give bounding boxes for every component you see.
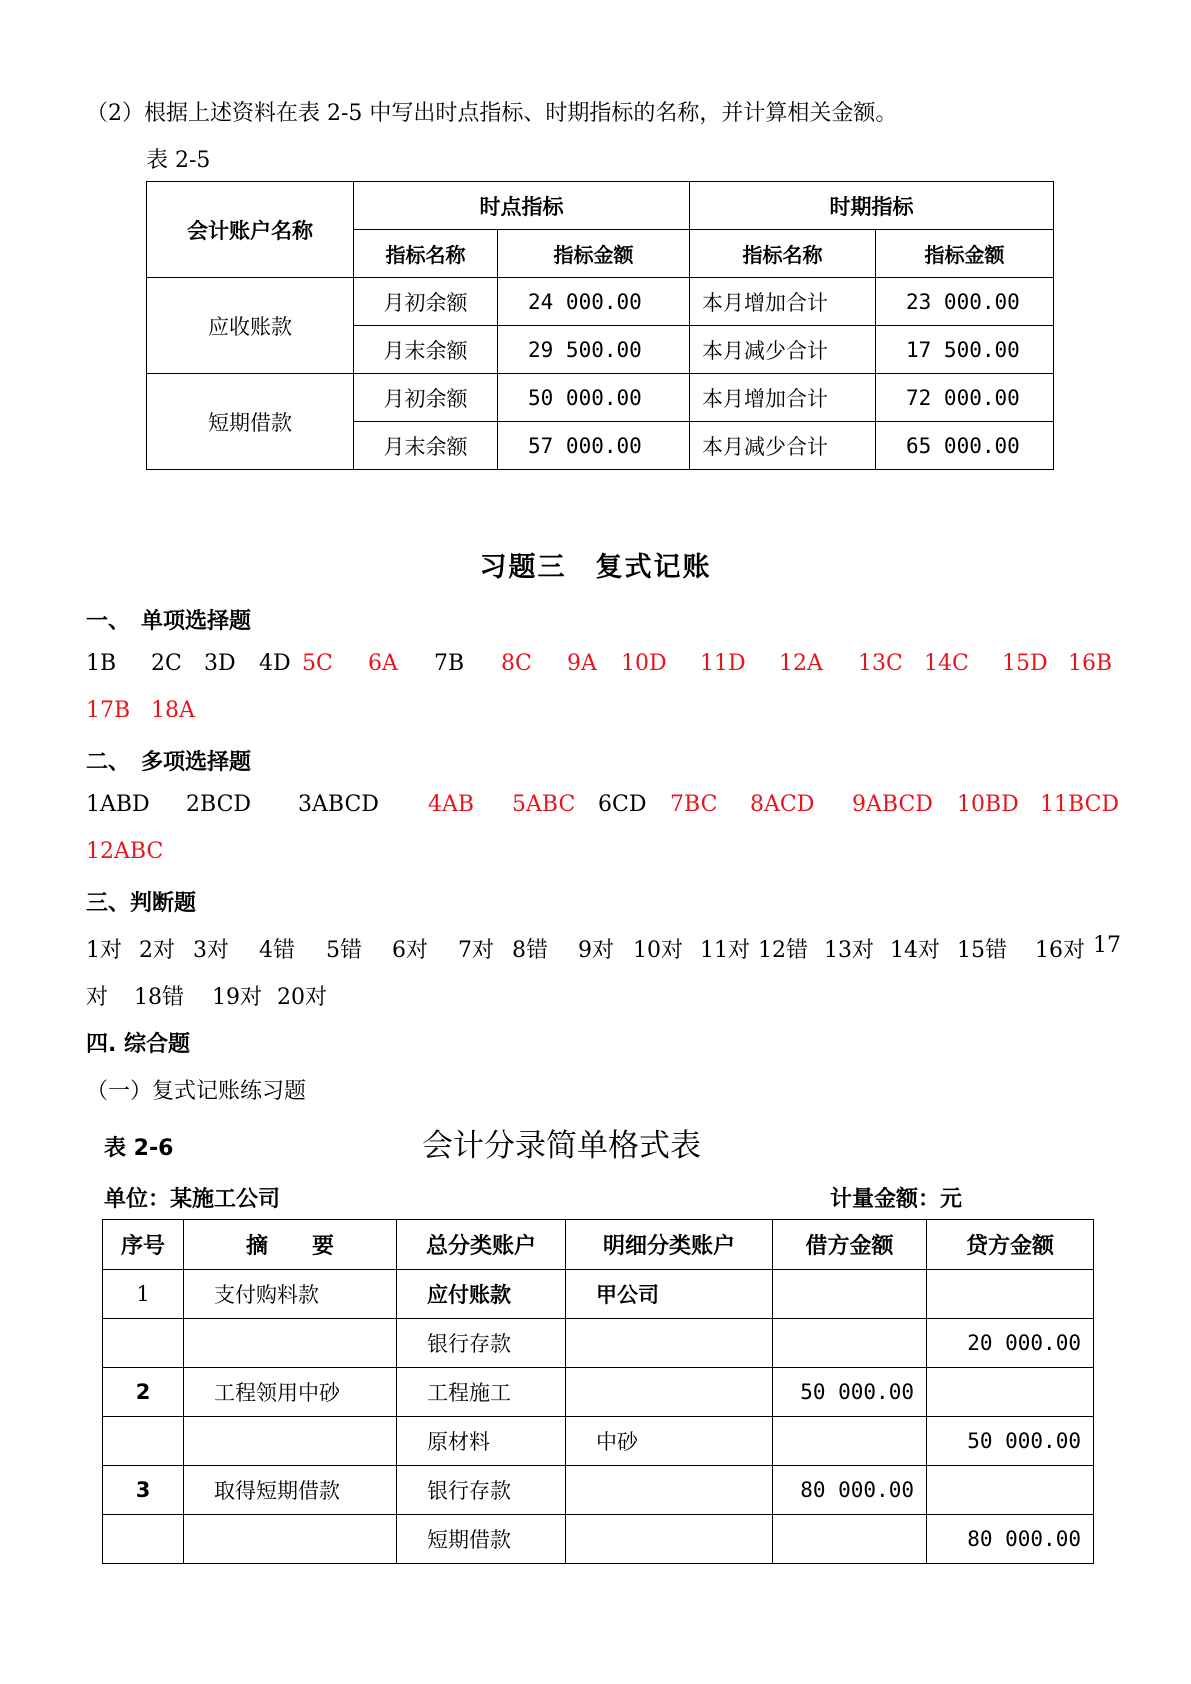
answer-item: 11D	[700, 651, 746, 676]
header-general-account: 总分类账户	[397, 1220, 566, 1270]
summary-cell: 支付购料款	[184, 1270, 397, 1319]
answer-item: 16B	[1068, 651, 1113, 676]
general-account-cell: 短期借款	[397, 1515, 566, 1564]
general-account-cell: 工程施工	[397, 1368, 566, 1417]
debit-cell	[773, 1515, 927, 1564]
debit-cell	[773, 1417, 927, 1466]
table-caption: 表 2-5	[146, 148, 211, 173]
credit-cell	[927, 1466, 1094, 1515]
answer-item: 4AB	[428, 792, 475, 817]
detail-account-cell	[566, 1515, 773, 1564]
table-row	[103, 1368, 1094, 1417]
answer-item: 11对	[700, 938, 750, 963]
header-point-indicator: 时点指标	[354, 182, 690, 230]
row-no-cell	[103, 1319, 184, 1368]
account-cell: 应收账款	[147, 278, 354, 374]
answer-item: 12错	[758, 938, 808, 963]
period-name-cell: 本月减少合计	[690, 326, 876, 374]
header-account-name: 会计账户名称	[147, 182, 354, 278]
answer-item: 2对	[139, 938, 175, 963]
general-account-cell: 银行存款	[397, 1319, 566, 1368]
point-amount-cell: 57 000.00	[498, 422, 690, 470]
answer-item: 5ABC	[512, 792, 576, 817]
table-row	[103, 1270, 1094, 1319]
summary-cell	[184, 1319, 397, 1368]
table-row	[147, 278, 1054, 326]
answer-item: 3对	[193, 938, 229, 963]
exercise-title: 习题三 复式记账	[479, 552, 712, 583]
answer-item: 对	[86, 985, 109, 1010]
point-name-cell: 月初余额	[354, 374, 498, 422]
answer-item: 18错	[134, 985, 184, 1010]
answer-item: 20对	[277, 985, 327, 1010]
answer-item: 10对	[633, 938, 683, 963]
answer-item: 17B	[86, 698, 131, 723]
summary-cell	[184, 1515, 397, 1564]
row-no-cell	[103, 1515, 184, 1564]
header-credit: 贷方金额	[927, 1220, 1094, 1270]
answer-item: 8C	[501, 651, 532, 676]
answer-item: 10BD	[957, 792, 1019, 817]
answer-item: 1对	[86, 938, 122, 963]
table-2-6	[102, 1219, 1094, 1564]
answer-item: 11BCD	[1040, 792, 1120, 817]
point-amount-cell: 24 000.00	[498, 278, 690, 326]
answer-item: 1B	[86, 651, 117, 676]
table-2-5	[146, 181, 1054, 470]
detail-account-cell	[566, 1319, 773, 1368]
answer-item: 2BCD	[186, 792, 252, 817]
period-name-cell: 本月增加合计	[690, 278, 876, 326]
answer-item: 1ABD	[86, 792, 150, 817]
account-cell: 短期借款	[147, 374, 354, 470]
unit-label: 单位：某施工公司	[104, 1187, 281, 1212]
row-no-cell	[103, 1417, 184, 1466]
section-4-title: 四. 综合题	[86, 1032, 191, 1057]
table-row	[103, 1319, 1094, 1368]
table-row	[103, 1417, 1094, 1466]
answer-item: 7BC	[670, 792, 718, 817]
answer-item: 3ABCD	[298, 792, 379, 817]
point-name-cell: 月末余额	[354, 422, 498, 470]
table-2-6-title: 会计分录简单格式表	[422, 1128, 701, 1164]
detail-account-cell	[566, 1368, 773, 1417]
row-no-cell: 2	[103, 1368, 184, 1417]
period-amount-cell: 65 000.00	[876, 422, 1054, 470]
subheader-point-amount: 指标金额	[498, 230, 690, 278]
section-3-title: 三、判断题	[86, 891, 197, 916]
subheader-point-name: 指标名称	[354, 230, 498, 278]
answer-item: 15错	[957, 938, 1007, 963]
answer-item: 7对	[458, 938, 494, 963]
answer-item: 6对	[392, 938, 428, 963]
period-amount-cell: 23 000.00	[876, 278, 1054, 326]
point-name-cell: 月初余额	[354, 278, 498, 326]
answer-item: 14对	[890, 938, 940, 963]
answer-item: 7B	[434, 651, 465, 676]
answer-item: 13对	[824, 938, 874, 963]
credit-cell: 50 000.00	[927, 1417, 1094, 1466]
row-no-cell: 3	[103, 1466, 184, 1515]
answer-item: 10D	[621, 651, 667, 676]
point-amount-cell: 50 000.00	[498, 374, 690, 422]
answer-item: 5错	[326, 938, 362, 963]
answer-item: 6CD	[598, 792, 647, 817]
section-1-title: 一、 单项选择题	[86, 609, 252, 634]
credit-cell: 20 000.00	[927, 1319, 1094, 1368]
answer-item: 15D	[1002, 651, 1048, 676]
general-account-cell: 应付账款	[397, 1270, 566, 1319]
general-account-cell: 原材料	[397, 1417, 566, 1466]
section-4-subtitle: （一）复式记账练习题	[86, 1079, 307, 1104]
answer-item: 8ACD	[750, 792, 815, 817]
measure-label: 计量金额：元	[830, 1187, 963, 1212]
detail-account-cell: 甲公司	[566, 1270, 773, 1319]
answer-item: 14C	[924, 651, 969, 676]
period-name-cell: 本月增加合计	[690, 374, 876, 422]
answer-item: 12A	[779, 651, 823, 676]
answer-item: 17	[1093, 933, 1121, 958]
subheader-period-name: 指标名称	[690, 230, 876, 278]
credit-cell	[927, 1270, 1094, 1319]
answer-item: 4D	[259, 651, 291, 676]
answer-item: 8错	[512, 938, 548, 963]
credit-cell	[927, 1368, 1094, 1417]
period-name-cell: 本月减少合计	[690, 422, 876, 470]
debit-cell	[773, 1319, 927, 1368]
answer-item: 12ABC	[86, 839, 164, 864]
answer-item: 19对	[212, 985, 262, 1010]
answer-item: 18A	[151, 698, 195, 723]
intro-text: （2）根据上述资料在表 2-5 中写出时点指标、时期指标的名称，并计算相关金额。	[86, 101, 898, 126]
answer-item: 4错	[259, 938, 295, 963]
header-detail-account: 明细分类账户	[566, 1220, 773, 1270]
answer-item: 3D	[204, 651, 236, 676]
answer-item: 9A	[567, 651, 597, 676]
debit-cell: 80 000.00	[773, 1466, 927, 1515]
row-no-cell: 1	[103, 1270, 184, 1319]
header-debit: 借方金额	[773, 1220, 927, 1270]
detail-account-cell	[566, 1466, 773, 1515]
debit-cell: 50 000.00	[773, 1368, 927, 1417]
debit-cell	[773, 1270, 927, 1319]
point-amount-cell: 29 500.00	[498, 326, 690, 374]
header-no: 序号	[103, 1220, 184, 1270]
table-2-6-label: 表 2-6	[104, 1136, 174, 1161]
table-row	[103, 1466, 1094, 1515]
general-account-cell: 银行存款	[397, 1466, 566, 1515]
point-name-cell: 月末余额	[354, 326, 498, 374]
credit-cell: 80 000.00	[927, 1515, 1094, 1564]
answer-item: 5C	[302, 651, 333, 676]
summary-cell	[184, 1417, 397, 1466]
answer-item: 13C	[858, 651, 903, 676]
answer-item: 9对	[578, 938, 614, 963]
header-summary: 摘 要	[184, 1220, 397, 1270]
period-amount-cell: 72 000.00	[876, 374, 1054, 422]
header-period-indicator: 时期指标	[690, 182, 1054, 230]
section-2-title: 二、 多项选择题	[86, 750, 252, 775]
period-amount-cell: 17 500.00	[876, 326, 1054, 374]
subheader-period-amount: 指标金额	[876, 230, 1054, 278]
summary-cell: 工程领用中砂	[184, 1368, 397, 1417]
answer-item: 2C	[151, 651, 182, 676]
detail-account-cell: 中砂	[566, 1417, 773, 1466]
answer-item: 6A	[368, 651, 398, 676]
answer-item: 16对	[1035, 938, 1085, 963]
summary-cell: 取得短期借款	[184, 1466, 397, 1515]
table-row	[103, 1515, 1094, 1564]
answer-item: 9ABCD	[852, 792, 933, 817]
table-row	[147, 374, 1054, 422]
